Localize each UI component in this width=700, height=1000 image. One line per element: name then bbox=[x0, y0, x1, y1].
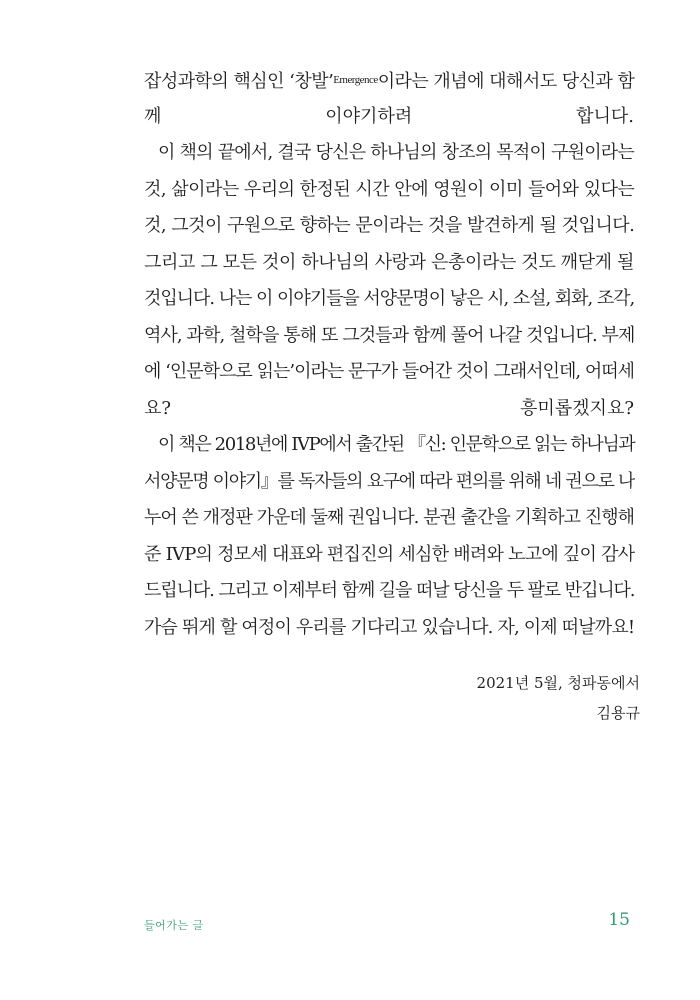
signature-block bbox=[477, 668, 640, 728]
paragraph-line bbox=[144, 62, 634, 99]
paragraph-line: 준 IVP의 정모세 대표와 편집진의 세심한 배려와 노고에 깊이 감사 bbox=[144, 543, 635, 565]
paragraph-3 bbox=[144, 427, 634, 646]
signature-author: 김용규 bbox=[596, 704, 640, 722]
text-fragment: 이라는 개념에 대해서도 당신과 함 bbox=[377, 71, 635, 92]
paragraph-line: 가슴 뛰게 할 여정이 우리를 기다리고 있습니다. 자, 이제 떠날까요! bbox=[144, 616, 635, 638]
paragraph-line: 이 책의 끝에서, 결국 당신은 하나님의 창조의 목적이 구원이라는 bbox=[158, 142, 634, 163]
paragraph-line: 그리고 그 모든 것이 하나님의 사랑과 은총이라는 것도 깨닫게 될 bbox=[144, 251, 634, 273]
signature-date-place: 2021년 5월, 청파동에서 bbox=[476, 674, 640, 692]
paragraph-1 bbox=[144, 62, 634, 135]
paragraph-line: 께 이야기하려 합니다. bbox=[144, 105, 634, 127]
paragraph-2 bbox=[144, 135, 634, 427]
paragraph-line: 요? 흥미롭겠지요? bbox=[144, 397, 634, 419]
paragraph-line: 이 책은 2018년에 IVP에서 출간된 『신: 인문학으로 읽는 하나님과 bbox=[158, 434, 635, 455]
paragraph-line: 것, 삶이라는 우리의 한정된 시간 안에 영원이 이미 들어와 있다는 bbox=[144, 178, 635, 200]
paragraph-line: 드립니다. 그리고 이제부터 함께 길을 떠날 당신을 두 팔로 반깁니다. bbox=[144, 580, 635, 601]
paragraph-line: 것입니다. 나는 이 이야기들을 서양문명이 낳은 시, 소설, 회화, 조각, bbox=[144, 288, 635, 309]
paragraph-line: 것, 그것이 구원으로 향하는 문이라는 것을 발견하게 될 것입니다. bbox=[144, 215, 635, 236]
paragraph-line: 에 ‘인문학으로 읽는’이라는 문구가 들어간 것이 그래서인데, 어떠세 bbox=[144, 361, 634, 382]
text-fragment: 잡성과학의 핵심인 ‘창발’ bbox=[144, 71, 334, 92]
footer-section-title: 들어가는 글 bbox=[144, 919, 204, 932]
page-number: 15 bbox=[608, 910, 630, 930]
superscript-term: Emergence bbox=[333, 74, 378, 86]
paragraph-line: 서양문명 이야기』를 독자들의 요구에 따라 편의를 위해 네 권으로 나 bbox=[144, 470, 634, 492]
paragraph-line: 누어 쓴 개정판 가운데 둘째 권입니다. 분권 출간을 기획하고 진행해 bbox=[144, 507, 634, 528]
page-body bbox=[144, 62, 634, 646]
paragraph-line: 역사, 과학, 철학을 통해 또 그것들과 함께 풀어 나갈 것입니다. 부제 bbox=[144, 324, 635, 346]
